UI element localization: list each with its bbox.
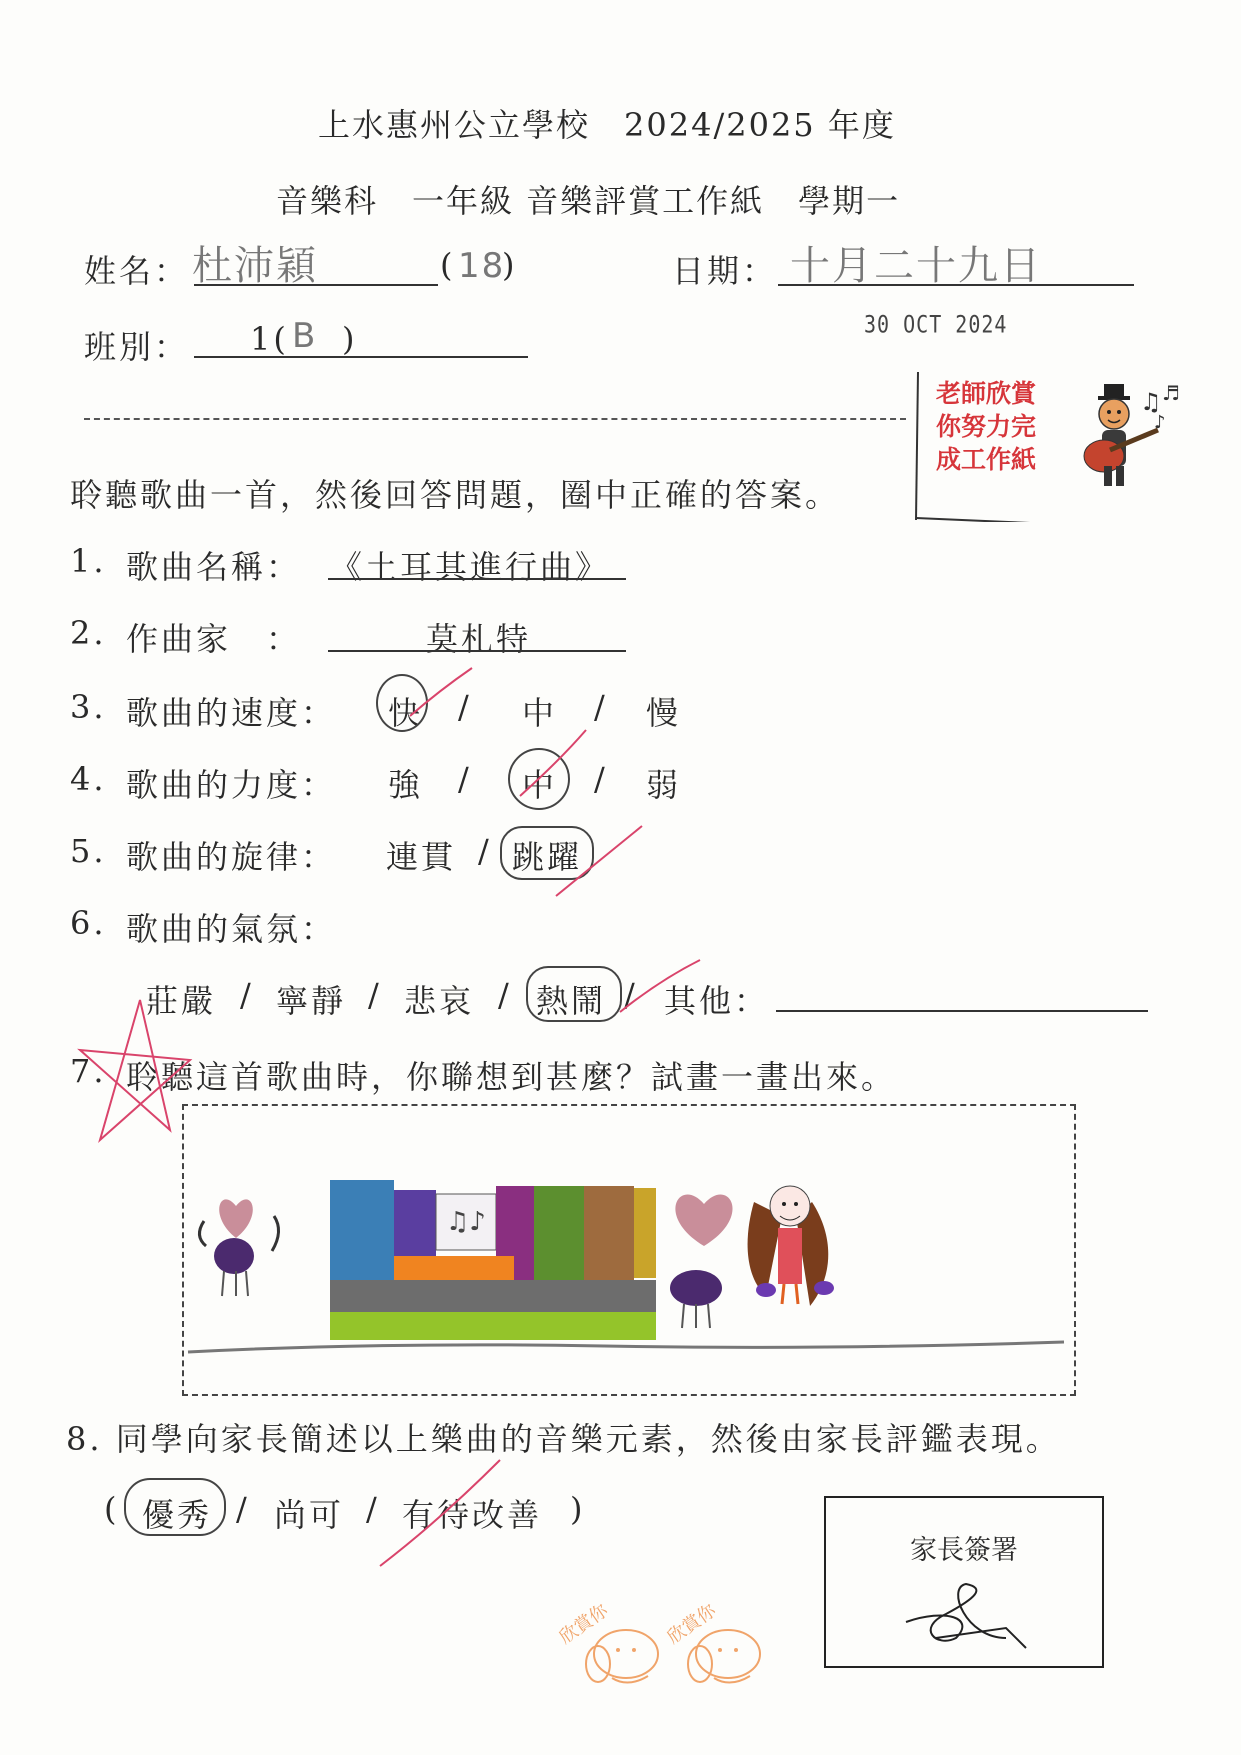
q4-option-medium: 中 (522, 766, 558, 804)
q3-option-slow: 慢 (646, 694, 682, 732)
stamp-text (936, 378, 1036, 477)
number-value: 18 (458, 246, 506, 286)
q8-close-paren: ) (570, 1490, 586, 1528)
q4-sep-2: / (594, 760, 608, 798)
q5-label: 歌曲的旋律： (126, 838, 337, 876)
svg-text:♬: ♬ (1162, 381, 1180, 405)
class-value: B (292, 316, 318, 356)
instruction-text: 聆聽歌曲一首，然後回答問題，圈中正確的答案。 (70, 476, 841, 514)
svg-text:♫: ♫ (1140, 388, 1162, 416)
q3-number: 3. (70, 688, 107, 726)
q6-number: 6. (70, 904, 107, 942)
q3-option-fast: 快 (388, 694, 424, 732)
q6-option-calm: 寧靜 (276, 982, 347, 1020)
q2-number: 2. (70, 614, 107, 652)
q7-label: 聆聽這首歌曲時，你聯想到甚麼？試畫一畫出來。 (126, 1058, 897, 1096)
q6-option-solemn: 莊嚴 (146, 982, 217, 1020)
parent-signature-scribble (826, 1498, 1102, 1666)
q4-sep-1: / (458, 760, 472, 798)
q2-underline (328, 650, 626, 652)
guitar-boy-icon (1070, 380, 1190, 510)
sticker-text-2: 欣賞你 (663, 1600, 720, 1649)
q1-underline (328, 578, 626, 580)
svg-text:♪: ♪ (1154, 412, 1166, 433)
student-drawing (184, 1106, 1074, 1394)
q8-sep-1: / (236, 1490, 250, 1528)
stamp-line-1: 老師欣賞 (936, 380, 1037, 408)
school-title: 上水惠州公立學校 2024/2025 年度 (318, 106, 896, 144)
q6-other-underline (776, 1010, 1148, 1012)
q3-answer-circle (376, 674, 428, 732)
name-label: 姓名： (84, 252, 190, 290)
separator-line (84, 418, 906, 420)
q6-option-sad: 悲哀 (404, 982, 475, 1020)
q4-option-strong: 強 (388, 766, 424, 804)
received-date-stamp: 30 OCT 2024 (864, 309, 1008, 339)
q5-option-staccato: 跳躍 (512, 838, 583, 876)
q4-option-weak: 弱 (646, 766, 682, 804)
q5-option-legato: 連貫 (386, 838, 457, 876)
q3-option-medium: 中 (522, 694, 558, 732)
q6-answer-circle (526, 966, 622, 1022)
parent-signature-label: 家長簽署 (910, 1535, 1018, 1566)
q8-open-paren: ( (104, 1490, 120, 1528)
q8-option-excellent: 優秀 (142, 1496, 213, 1534)
number-open-paren: ( (440, 246, 456, 284)
q5-sep-1: / (478, 832, 492, 870)
q4-label: 歌曲的力度： (126, 766, 337, 804)
q4-answer-circle (508, 748, 570, 810)
stamp-line-2: 你努力完 (936, 413, 1037, 441)
q8-answer-circle (124, 1478, 226, 1536)
date-label: 日期： (672, 252, 778, 290)
q6-option-lively: 熱鬧 (536, 982, 607, 1020)
stamp-line-3: 成工作紙 (936, 446, 1037, 474)
q5-answer-circle (500, 826, 594, 880)
q6-option-other: 其他： (664, 982, 770, 1020)
bunny-icon (552, 1590, 792, 1700)
class-suffix: ) (342, 320, 358, 358)
svg-text:♫♪: ♫♪ (446, 1207, 486, 1237)
class-underline (194, 356, 528, 358)
number-close-paren: ) (502, 246, 518, 284)
q8-option-fair: 尚可 (274, 1496, 345, 1534)
name-value: 杜沛穎 (192, 243, 318, 289)
teacher-praise-stamp (914, 372, 1194, 522)
praise-sticker (552, 1590, 792, 1700)
q3-sep-1: / (458, 688, 472, 726)
q8-label: 8. 同學向家長簡述以上樂曲的音樂元素，然後由家長評鑑表現。 (66, 1420, 1061, 1458)
q8-sep-2: / (366, 1490, 380, 1528)
worksheet-subtitle: 音樂科 一年級 音樂評賞工作紙 學期一 (276, 182, 901, 220)
q6-sep-1: / (240, 976, 254, 1014)
q2-answer: 莫札特 (426, 620, 532, 658)
q6-sep-2: / (368, 976, 382, 1014)
q4-number: 4. (70, 760, 107, 798)
q3-sep-2: / (594, 688, 608, 726)
class-prefix: 1( (250, 320, 289, 358)
q1-label: 歌曲名稱： (126, 548, 302, 586)
class-label: 班別： (84, 328, 190, 366)
q1-number: 1. (70, 542, 107, 580)
drawing-area (182, 1104, 1076, 1396)
q1-answer: 《土耳其進行曲》 (330, 548, 611, 586)
sticker-text-1: 欣賞你 (555, 1600, 612, 1649)
q5-number: 5. (70, 832, 107, 870)
q8-option-needs-improvement: 有待改善 (402, 1496, 543, 1534)
q7-number: 7. (70, 1052, 107, 1090)
q6-sep-4: / (624, 976, 638, 1014)
q6-label: 歌曲的氣氛： (126, 910, 337, 948)
q2-label: 作曲家 ： (126, 620, 302, 658)
parent-signature-box (824, 1496, 1104, 1668)
q3-label: 歌曲的速度： (126, 694, 337, 732)
q6-sep-3: / (498, 976, 512, 1014)
date-value: 十月二十九日 (790, 243, 1042, 289)
